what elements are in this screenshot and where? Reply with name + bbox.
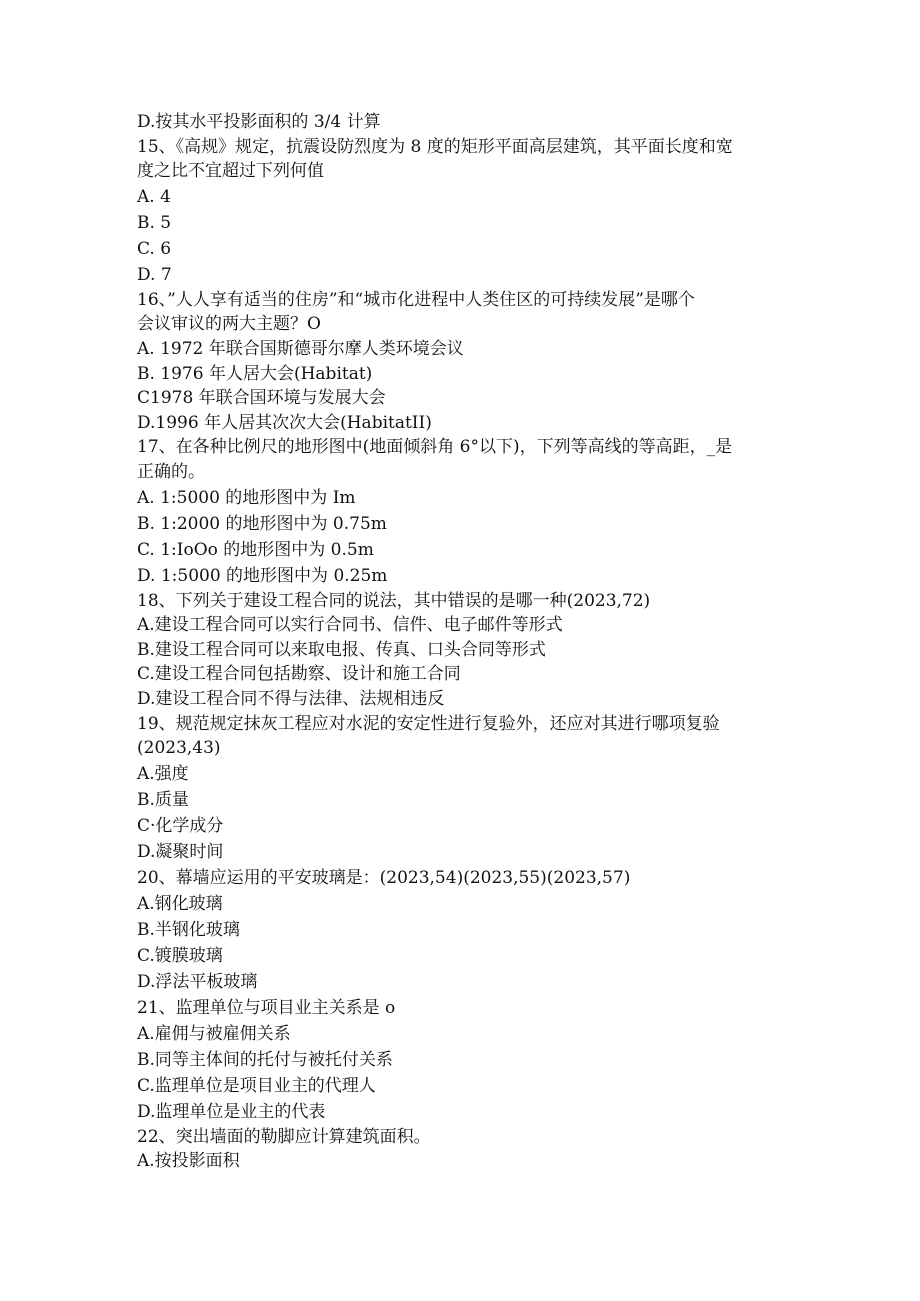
option-line: A.钢化玻璃 <box>137 893 223 914</box>
option-line: B. 5 <box>137 212 172 233</box>
option-line: D.建设工程合同不得与法律、法规相违反 <box>137 688 445 709</box>
option-line: D.凝聚时间 <box>137 841 224 862</box>
option-line: D.1996 年人居其次次大会(HabitatII) <box>137 412 432 433</box>
option-line: D. 7 <box>137 264 172 285</box>
option-line: D. 1:5000 的地形图中为 0.25m <box>137 565 388 586</box>
question-22: 22、突出墙面的勒脚应计算建筑面积。 <box>137 1126 431 1147</box>
text-line: 度之比不宜超过下列何值 <box>137 161 324 182</box>
option-line: A.雇佣与被雇佣关系 <box>137 1023 291 1044</box>
option-line: C.镀膜玻璃 <box>137 945 223 966</box>
option-line: C.建设工程合同包括勘察、设计和施工合同 <box>137 664 461 685</box>
option-line: D.浮法平板玻璃 <box>137 971 258 992</box>
question-20: 20、幕墙应运用的平安玻璃是：(2023,54)(2023,55)(2023,57) <box>137 867 631 888</box>
document-page <box>137 110 787 1174</box>
text-line: D.按其水平投影面积的 3/4 计算 <box>137 112 381 132</box>
question-17: 17、在各种比例尺的地形图中(地面倾斜角 6°以下)，下列等高线的等高距，_是 <box>137 437 733 458</box>
question-16: 16、”人人享有适当的住房”和“城市化进程中人类住区的可持续发展”是哪个 <box>137 289 695 310</box>
option-line: B.半钢化玻璃 <box>137 919 240 940</box>
option-line: C.监理单位是项目业主的代理人 <box>137 1075 376 1096</box>
option-line: A.按投影面积 <box>137 1151 240 1172</box>
text-line: 正确的。 <box>137 461 205 482</box>
option-line: B. 1:2000 的地形图中为 0.75m <box>137 513 387 534</box>
option-line: B.建设工程合同可以来取电报、传真、口头合同等形式 <box>137 639 546 660</box>
text-line: (2023,43) <box>137 738 221 759</box>
question-21: 21、监理单位与项目业主关系是 o <box>137 997 396 1018</box>
option-line: A.建设工程合同可以实行合同书、信件、电子邮件等形式 <box>137 615 563 636</box>
option-line: B.同等主体间的托付与被托付关系 <box>137 1049 393 1070</box>
option-line: C·化学成分 <box>137 815 224 836</box>
question-18: 18、下列关于建设工程合同的说法，其中错误的是哪一种(2023,72) <box>137 590 651 611</box>
option-line: B. 1976 年人居大会(Habitat) <box>137 363 373 384</box>
option-line: A. 1:5000 的地形图中为 Im <box>137 487 356 508</box>
option-line: D.监理单位是业主的代表 <box>137 1101 326 1122</box>
option-line: C1978 年联合国环境与发展大会 <box>137 388 386 409</box>
text-line: 会议审议的两大主题？O <box>137 314 321 335</box>
option-line: A. 1972 年联合国斯德哥尔摩人类环境会议 <box>137 338 464 359</box>
option-line: A.强度 <box>137 763 189 784</box>
question-19: 19、规范规定抹灰工程应对水泥的安定性进行复验外，还应对其进行哪项复验 <box>137 713 720 734</box>
option-line: B.质量 <box>137 789 189 810</box>
option-line: A. 4 <box>137 186 171 207</box>
question-15: 15、《高规》规定，抗震设防烈度为 8 度的矩形平面高层建筑，其平面长度和宽 <box>137 136 733 157</box>
option-line: C. 6 <box>137 238 172 259</box>
option-line: C. 1:IoOo 的地形图中为 0.5m <box>137 539 374 560</box>
